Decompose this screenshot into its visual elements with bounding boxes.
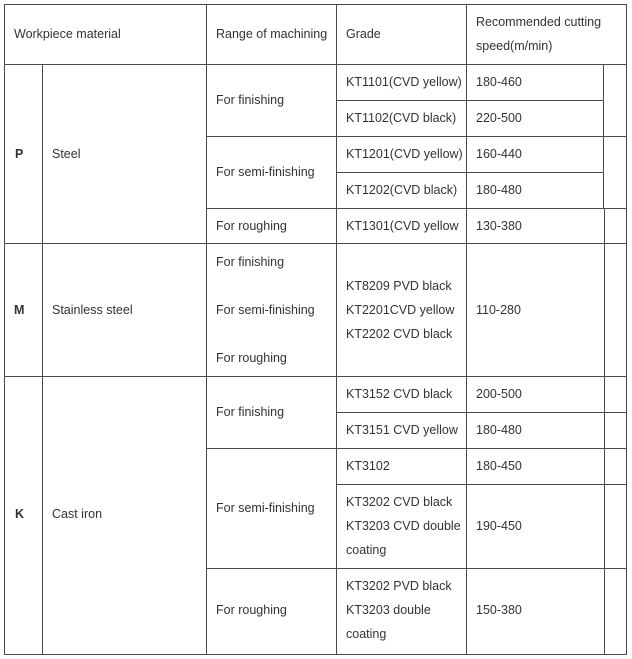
m-range-finishing: For finishing bbox=[216, 255, 285, 269]
k-grade-5-line-1: KT3202 PVD black bbox=[346, 579, 452, 593]
p-row-divider-1 bbox=[336, 100, 604, 101]
k-range-divider-1 bbox=[206, 448, 627, 449]
header-grade: Grade bbox=[346, 27, 381, 41]
p-range-roughing: For roughing bbox=[216, 219, 287, 233]
p-speed-2: 220-500 bbox=[476, 111, 522, 125]
k-grade-4-line-3: coating bbox=[346, 543, 387, 557]
p-grade-3: KT1201(CVD yellow) bbox=[346, 147, 463, 161]
m-grade-2: KT2201CVD yellow bbox=[346, 303, 455, 317]
p-speed-5: 130-380 bbox=[476, 219, 522, 233]
k-speed-1: 200-500 bbox=[476, 387, 522, 401]
group-divider-pm bbox=[4, 243, 627, 244]
k-grade-5-line-2: KT3203 double bbox=[346, 603, 431, 617]
k-range-semi-finishing: For semi-finishing bbox=[216, 501, 315, 515]
m-grade-1: KT8209 PVD black bbox=[346, 279, 452, 293]
header-speed-line1: Recommended cutting bbox=[476, 15, 602, 29]
p-speed-1: 180-460 bbox=[476, 75, 522, 89]
p-range-finishing: For finishing bbox=[216, 93, 285, 107]
k-speed-3: 180-450 bbox=[476, 459, 522, 473]
col-line-grade bbox=[336, 4, 337, 655]
col-line-extra bbox=[604, 208, 605, 655]
col-line-speed bbox=[466, 4, 467, 655]
p-speed-4: 180-480 bbox=[476, 183, 522, 197]
p-grade-2: KT1102(CVD black) bbox=[346, 111, 457, 125]
k-grade-4-line-1: KT3202 CVD black bbox=[346, 495, 453, 509]
k-speed-4: 190-450 bbox=[476, 519, 522, 533]
border-top bbox=[4, 4, 627, 5]
col-line-code bbox=[42, 64, 43, 655]
k-speed-2: 180-480 bbox=[476, 423, 522, 437]
m-range-roughing: For roughing bbox=[216, 351, 287, 365]
k-row-divider-3 bbox=[336, 484, 627, 485]
m-material: Stainless steel bbox=[52, 303, 133, 317]
k-speed-5: 150-380 bbox=[476, 603, 522, 617]
k-grade-3: KT3102 bbox=[346, 459, 390, 473]
k-grade-5-line-3: coating bbox=[346, 627, 387, 641]
border-bottom bbox=[4, 654, 627, 655]
m-range-semi-finishing: For semi-finishing bbox=[216, 303, 315, 317]
p-grade-4: KT1202(CVD black) bbox=[346, 183, 458, 197]
k-material: Cast iron bbox=[52, 507, 103, 521]
group-divider-mk bbox=[4, 376, 627, 377]
p-row-divider-3 bbox=[336, 172, 604, 173]
k-grade-1: KT3152 CVD black bbox=[346, 387, 453, 401]
p-range-divider-2 bbox=[206, 208, 627, 209]
p-grade-1: KT1101(CVD yellow) bbox=[346, 75, 462, 89]
p-grade-5: KT1301(CVD yellow bbox=[346, 219, 459, 233]
m-code: M bbox=[14, 303, 25, 317]
border-right bbox=[626, 4, 627, 655]
p-range-divider-1 bbox=[206, 136, 627, 137]
k-grade-2: KT3151 CVD yellow bbox=[346, 423, 458, 437]
k-grade-4-line-2: KT3203 CVD double bbox=[346, 519, 461, 533]
header-speed-line2: speed(m/min) bbox=[476, 39, 553, 53]
p-speed-3: 160-440 bbox=[476, 147, 522, 161]
header-range-of-machining: Range of machining bbox=[216, 27, 328, 41]
k-code: K bbox=[15, 507, 25, 521]
k-range-divider-2 bbox=[206, 568, 627, 569]
p-code: P bbox=[15, 147, 24, 161]
k-row-divider-1 bbox=[336, 412, 627, 413]
border-left bbox=[4, 4, 5, 655]
header-divider bbox=[4, 64, 627, 65]
m-grade-3: KT2202 CVD black bbox=[346, 327, 453, 341]
p-material: Steel bbox=[52, 147, 81, 161]
k-range-roughing: For roughing bbox=[216, 603, 287, 617]
k-range-finishing: For finishing bbox=[216, 405, 285, 419]
m-speed: 110-280 bbox=[476, 303, 521, 317]
p-range-semi-finishing: For semi-finishing bbox=[216, 165, 315, 179]
col-line-range bbox=[206, 4, 207, 655]
header-workpiece-material: Workpiece material bbox=[14, 27, 121, 41]
